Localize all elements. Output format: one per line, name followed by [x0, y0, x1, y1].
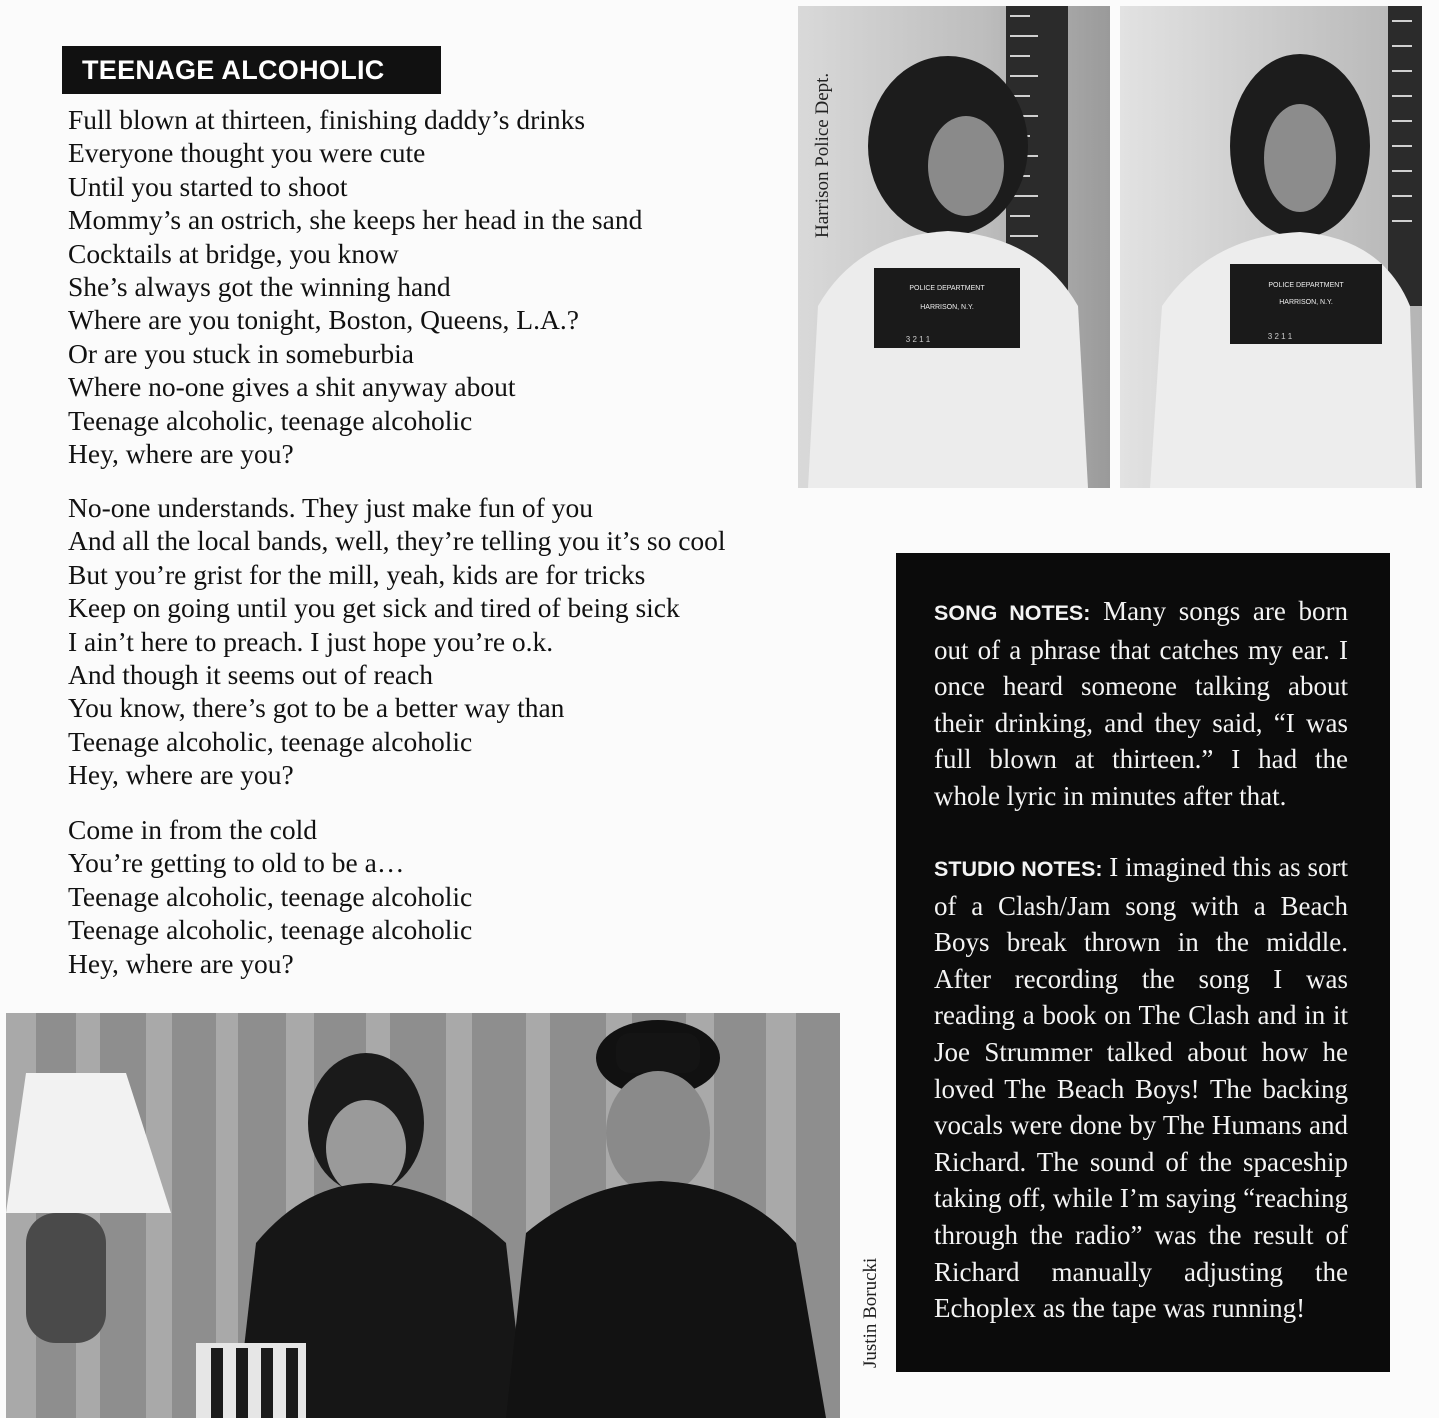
lyric-line: Where no-one gives a shit anyway about	[68, 371, 516, 403]
lyric-line: Teenage alcoholic, teenage alcoholic	[68, 404, 473, 436]
lyric-line: Mommy’s an ostrich, she keeps her head in the sand	[68, 204, 643, 236]
studio-notes-label: STUDIO NOTES:	[934, 857, 1103, 881]
lyrics-verse-3	[68, 813, 472, 980]
lyric-line: You’re getting to old to be a…	[68, 847, 405, 879]
lyric-line: No-one understands. They just make fun of you	[68, 492, 593, 523]
lyric-line: She’s always got the winning hand	[68, 271, 451, 303]
lyric-line: Hey, where are you?	[68, 438, 294, 470]
mugshot-front-photo	[1120, 6, 1422, 488]
song-notes-text: Many songs are born out of a phrase that catches my ear. I once heard someone talking about their drinking, and they said, “I was full blown at thirteen.” I had the whole lyric in minutes after that.	[934, 596, 1348, 811]
placard-line1: POLICE DEPARTMENT	[909, 285, 985, 292]
lyric-line: Keep on going until you get sick and tired of being sick	[68, 592, 680, 624]
song-notes	[934, 593, 1348, 815]
lyric-line: Teenage alcoholic, teenage alcoholic	[68, 725, 473, 757]
lyric-line: But you’re grist for the mill, yeah, kids are for tricks	[68, 558, 646, 590]
lyrics-verse-1	[68, 103, 642, 470]
lyrics-verse-2	[68, 491, 726, 792]
studio-notes-text: I imagined this as sort of a Clash/Jam song with a Beach Boys break thrown in the middle. After recording the song I was reading a book on The Clash and in it Joe Strummer talked about how he loved The Beach Boys! The backing vocals were done by The Humans and Richard. The sound of the spaceship taking off, while I’m saying “reaching through the radio” was the result of Richard manually adjusting the Echoplex as the tape was running!	[934, 852, 1349, 1324]
song-title: TEENAGE ALCOHOLIC	[62, 46, 441, 94]
lyric-line: And though it seems out of reach	[68, 659, 434, 691]
band-photo	[6, 1013, 840, 1418]
lyric-line: Come in from the cold	[68, 814, 317, 845]
band-photo-credit: Justin Borucki	[860, 1257, 881, 1368]
lyric-line: You know, there’s got to be a better way than	[68, 692, 565, 724]
lyric-line: Hey, where are you?	[68, 759, 294, 791]
lyric-line: Everyone thought you were cute	[68, 137, 426, 169]
placard-number-front: 3 2 1 1	[1267, 332, 1293, 341]
lyric-line: I ain’t here to preach. I just hope you’re o.k.	[68, 625, 554, 657]
lyric-line: Where are you tonight, Boston, Queens, L.A.?	[68, 304, 579, 336]
lyric-line: Teenage alcoholic, teenage alcoholic	[68, 880, 473, 912]
lyric-line: Full blown at thirteen, finishing daddy’s drinks	[68, 104, 586, 135]
notes-panel	[896, 553, 1390, 1372]
lyric-line: Until you started to shoot	[68, 170, 348, 202]
lyric-line: Or are you stuck in someburbia	[68, 337, 414, 369]
song-notes-label: SONG NOTES:	[934, 601, 1091, 625]
placard-line2-front: HARRISON, N.Y.	[1279, 299, 1333, 306]
placard-line1-front: POLICE DEPARTMENT	[1268, 282, 1344, 289]
lyric-line: Teenage alcoholic, teenage alcoholic	[68, 914, 473, 946]
studio-notes	[934, 849, 1348, 1327]
mugshot-profile-photo	[798, 6, 1110, 488]
placard-line2: HARRISON, N.Y.	[920, 304, 974, 311]
lyric-line: Cocktails at bridge, you know	[68, 237, 399, 269]
lyric-line: Hey, where are you?	[68, 947, 294, 979]
lyric-line: And all the local bands, well, they’re telling you it’s so cool	[68, 525, 726, 557]
mugshot-photo-credit: Harrison Police Dept.	[812, 72, 833, 238]
placard-number: 3 2 1 1	[905, 335, 931, 344]
